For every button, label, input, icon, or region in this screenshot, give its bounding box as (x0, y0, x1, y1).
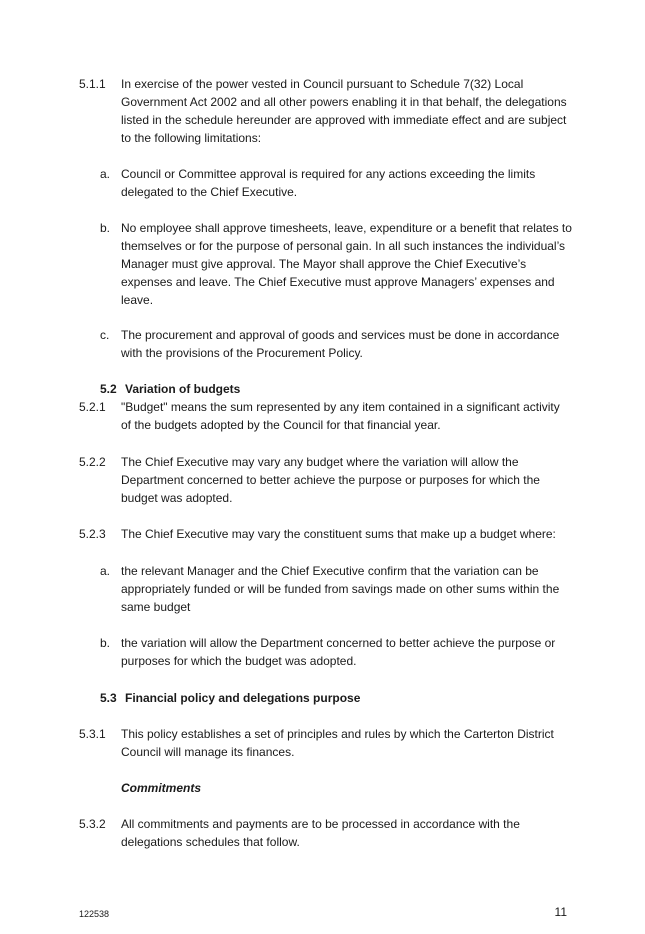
clause-text-5-2-3: The Chief Executive may vary the constituent sums that make up a budget where: (121, 527, 556, 541)
clause-number-5-2-1: 5.2.1 (79, 400, 106, 414)
list-text-5-2-3-b: the variation will allow the Department concerned to better achieve the purpose or purposes for which the budget was adopted. (121, 636, 556, 668)
list-label-5-1-1-b: b. (100, 221, 111, 235)
section-number-5-2: 5.2 (100, 382, 117, 396)
footer-page-number: 11 (554, 905, 567, 919)
list-label-5-2-3-b: b. (100, 636, 111, 650)
list-label-5-2-3-a: a. (100, 564, 111, 578)
footer-doc-id: 122538 (79, 909, 110, 919)
section-heading-5-3 (100, 689, 360, 707)
clause-number-5-2-3: 5.2.3 (79, 527, 106, 541)
subheading-commitments: Commitments (121, 781, 202, 795)
list-label-5-1-1-a: a. (100, 167, 111, 181)
section-title-5-2: Variation of budgets (125, 382, 241, 396)
list-text-5-1-1-c: The procurement and approval of goods and services must be done in accordance with the provisions of the Procurement Policy. (121, 328, 560, 360)
clause-text-5-2-2: The Chief Executive may vary any budget where the variation will allow the Department concerned to better achieve the purpose or purposes for which the budget was adopted. (121, 455, 540, 505)
list-label-5-1-1-c: c. (100, 328, 110, 342)
clause-text-5-3-1: This policy establishes a set of principles and rules by which the Carterton District Council will manage its finances. (121, 727, 554, 759)
section-title-5-3: Financial policy and delegations purpose (125, 691, 361, 705)
clause-text-5-3-2: All commitments and payments are to be processed in accordance with the delegations schedules that follow. (121, 817, 520, 849)
section-heading-5-2 (100, 380, 240, 398)
list-text-5-1-1-a: Council or Committee approval is required for any actions exceeding the limits delegated to the Chief Executive. (121, 167, 536, 199)
clause-text-5-1-1: In exercise of the power vested in Council pursuant to Schedule 7(32) Local Government Act 2002 and all other powers enabling it in that behalf, the delegations listed in the schedule hereunder are approved with immediate effect and are subject to the following limitations: (121, 77, 567, 145)
clause-number-5-1-1: 5.1.1 (79, 77, 106, 91)
section-number-5-3: 5.3 (100, 691, 117, 705)
clause-number-5-3-2: 5.3.2 (79, 817, 106, 831)
clause-text-5-2-1: "Budget" means the sum represented by any item contained in a significant activity of the budgets adopted by the Council for that financial year. (121, 400, 560, 432)
clause-number-5-2-2: 5.2.2 (79, 455, 106, 469)
list-text-5-2-3-a: the relevant Manager and the Chief Executive confirm that the variation can be appropriately funded or will be funded from savings made on other sums within the same budget (121, 564, 560, 614)
clause-number-5-3-1: 5.3.1 (79, 727, 106, 741)
list-text-5-1-1-b: No employee shall approve timesheets, leave, expenditure or a benefit that relates to themselves or for the purpose of personal gain. In all such instances the individual’s Manager must give approval. The Mayor shall approve the Chief Executive’s expenses and leave. The Chief Executive must approve Managers’ expenses and leave. (121, 221, 572, 307)
